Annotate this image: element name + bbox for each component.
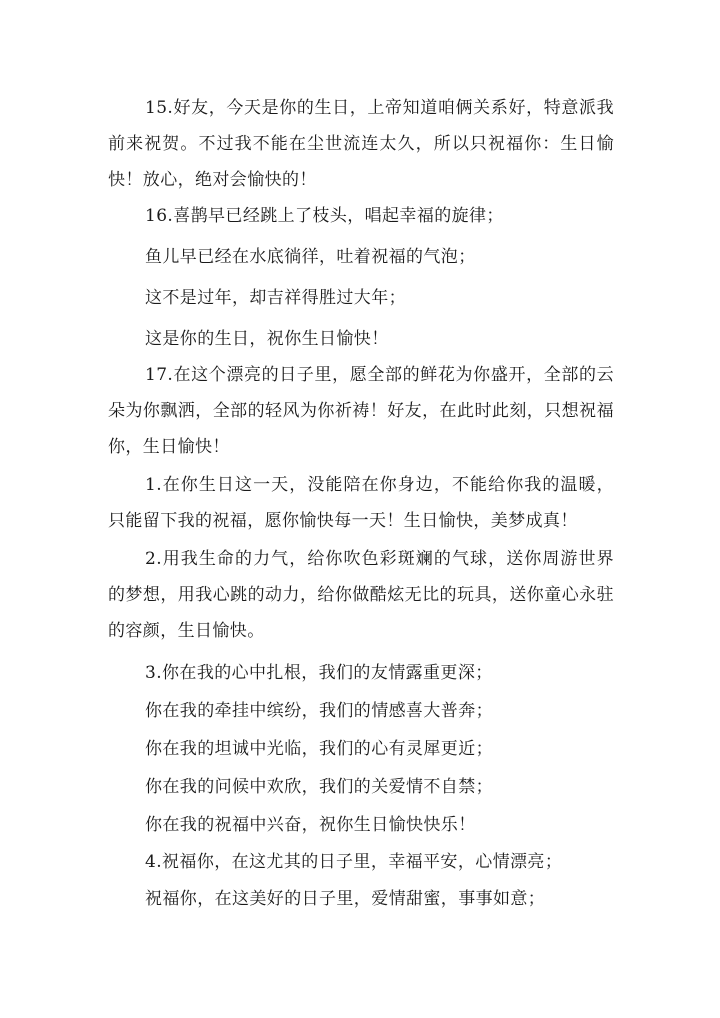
paragraph-4-line-1: 4.祝福你，在这尤其的日子里，幸福平安，心情漂亮； xyxy=(145,852,563,872)
paragraph-15: 15.好友，今天是你的生日，上帝知道咱俩关系好，特意派我前来祝贺。不过我不能在尘世流连太久，所以只祝福你：生日愉快！放心，绝对会愉快的！ xyxy=(108,98,614,190)
paragraph-16-line-4: 这是你的生日，祝你生日愉快！ xyxy=(145,329,389,349)
paragraph-3-line-4: 你在我的问候中欢欣，我们的关爱情不自禁； xyxy=(145,777,493,797)
paragraph-3-line-3: 你在我的坦诚中光临，我们的心有灵犀更近； xyxy=(145,739,493,759)
paragraph-17: 17.在这个漂亮的日子里，愿全部的鲜花为你盛开，全部的云朵为你飘洒，全部的轻风为你祈祷！好友，在此时此刻，只想祝福你，生日愉快！ xyxy=(108,365,614,457)
paragraph-16-line-3: 这不是过年，却吉祥得胜过大年； xyxy=(145,288,406,308)
paragraph-3-line-5: 你在我的祝福中兴奋，祝你生日愉快快乐！ xyxy=(145,815,476,835)
paragraph-16-line-1: 16.喜鹊早已经跳上了枝头，唱起幸福的旋律； xyxy=(145,206,504,226)
paragraph-16-line-2: 鱼儿早已经在水底徜徉，吐着祝福的气泡； xyxy=(145,247,476,267)
paragraph-2: 2.用我生命的力气，给你吹色彩斑斓的气球，送你周游世界的梦想，用我心跳的动力，给你做酷炫无比的玩具，送你童心永驻的容颜，生日愉快。 xyxy=(108,549,614,641)
paragraph-3-line-2: 你在我的牵挂中缤纷，我们的情感喜大普奔； xyxy=(145,701,493,721)
paragraph-1: 1.在你生日这一天，没能陪在你身边，不能给你我的温暖，只能留下我的祝福，愿你愉快每一天！生日愉快，美梦成真！ xyxy=(108,475,614,531)
paragraph-4-line-2: 祝福你，在这美好的日子里，爱情甜蜜，事事如意； xyxy=(145,889,546,909)
paragraph-3-line-1: 3.你在我的心中扎根，我们的友情露重更深； xyxy=(145,663,493,683)
